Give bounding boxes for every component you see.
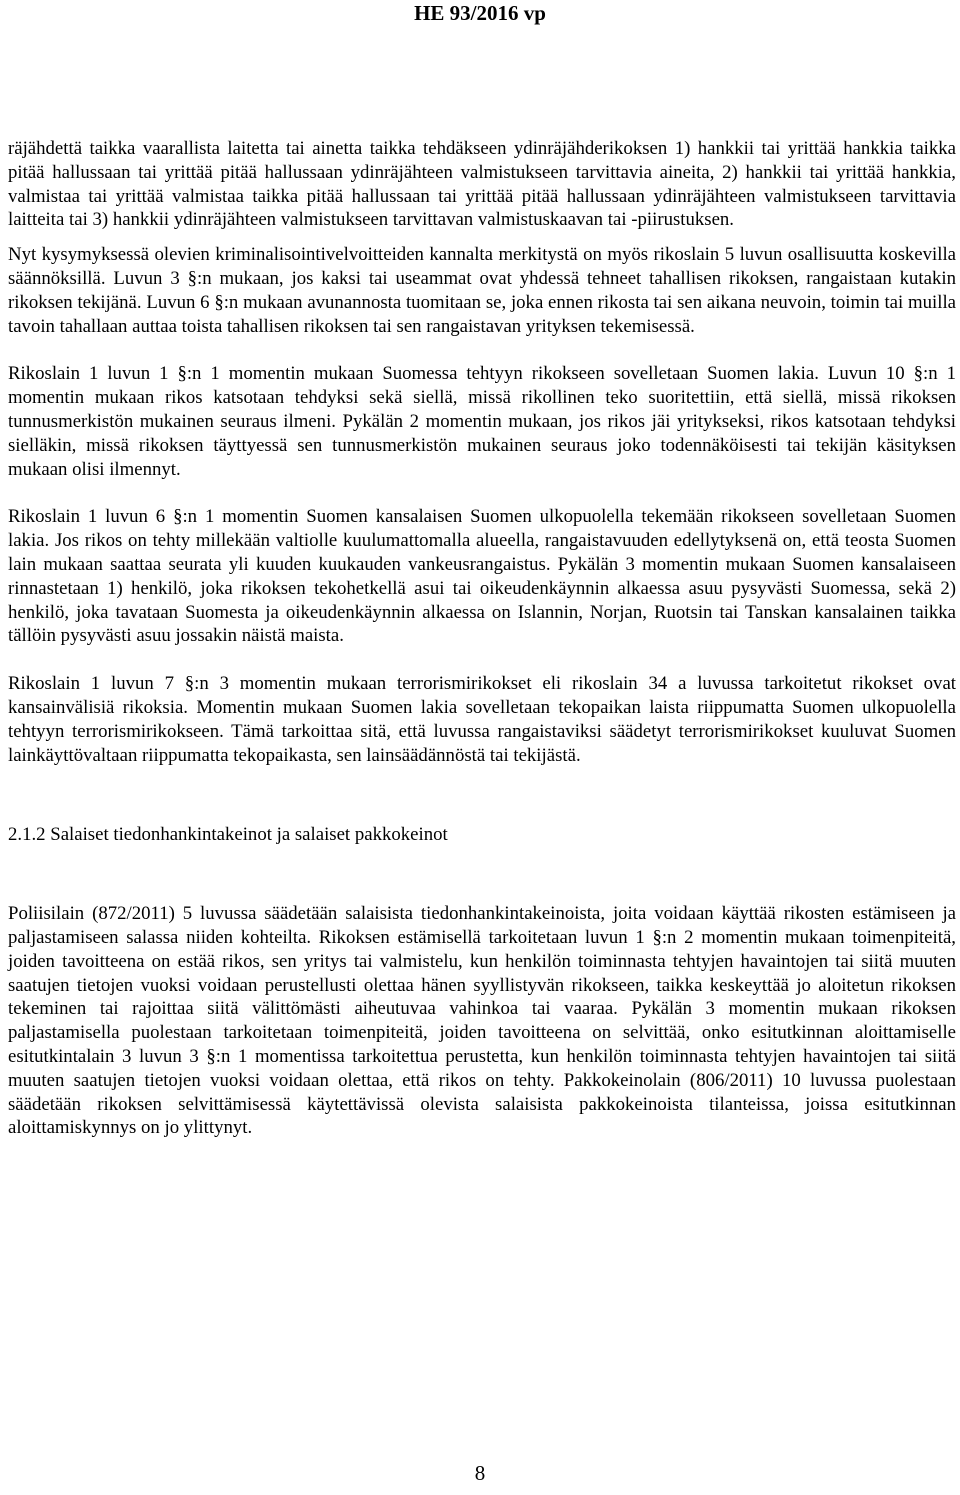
paragraph-nationality-jurisdiction: Rikoslain 1 luvun 6 §:n 1 momentin Suomen kansalaisen Suomen ulkopuolella tekemään rikokseen sovelletaan Suomen lakia. Jos rikos on tehty millekään valtiolle kuulumattomalla alueella, rangaistavuuden edellytyksenä on, että teosta Suomen lain mukaan saattaa seurata yli kuuden kuukauden vankeusrangaistus. Pykälän 3 momentin mukaan Suomen kansalaiseen rinnastetaan 1) henkilö, joka rikoksen tekohetkellä asui tai oikeudenkäynnin alkaessa asuu pysyvästi Suomessa, sekä 2) henkilö, joka tavataan Suomesta ja oikeudenkäynnin alkaessa on Islannin, Norjan, Ruotsin tai Tanskan kansalainen taikka tällöin pysyvästi asuu jossakin näistä maista. xyxy=(8,506,956,647)
page-number: 8 xyxy=(474,1461,486,1485)
paragraph-terrorism-offences: Rikoslain 1 luvun 7 §:n 3 momentin mukaan terrorismirikokset eli rikoslain 34 a luvussa tarkoitetut rikokset ovat kansainvälisiä rikoksia. Momentin mukaan Suomen lakia sovelletaan tekopaikan laista riippumatta Suomen ulkopuolella tehtyyn terrorismirikokseen. Tämä tarkoittaa sitä, että luvussa rangaistaviksi säädetyt terrorismirikokset kuuluvat Suomen lainkäyttövaltaan riippumatta tekopaikasta, sen lainsäädännöstä tai tekijästä. xyxy=(8,673,956,766)
document-header: HE 93/2016 vp xyxy=(414,1,546,25)
paragraph-explosive-offence: räjähdettä taikka vaarallista laitetta tai ainetta taikka tehdäkseen ydinräjähderikoksen 1) hankkii tai yrittää hankkia taikka pitää hallussaan tai yrittää pitää hallussaan ydinräjähteen valmistukseen tarvittavia aineita, 2) hankkii tai yrittää hankkia, valmistaa tai yrittää valmistaa taikka pitää hallussaan tai yrittää pitää hallussaan ydinräjähteen valmistukseen tarvittavia laitteita tai 3) hankkii ydinräjähteen valmistukseen tarvittavan valmistuskaavan tai -piirustuksen. xyxy=(8,138,956,231)
document-body xyxy=(8,137,956,1140)
paragraph-complicity: Nyt kysymyksessä olevien kriminalisointivelvoitteiden kannalta merkitystä on myös rikoslain 5 luvun osallisuutta koskevilla säännöksillä. Luvun 3 §:n mukaan, jos kaksi tai useammat ovat yhdessä tehneet tahallisen rikoksen, rangaistaan kutakin rikoksen tekijänä. Luvun 6 §:n mukaan avunannosta tuomitaan se, joka ennen rikosta tai sen aikana neuvoin, toimin tai muilla tavoin tahallaan auttaa toista tahallisen rikoksen tai sen rangaistavan yrityksen tekemisessä. xyxy=(8,244,956,337)
paragraph-territorial-jurisdiction: Rikoslain 1 luvun 1 §:n 1 momentin mukaan Suomessa tehtyyn rikokseen sovelletaan Suomen lakia. Luvun 10 §:n 1 momentin mukaan rikos katsotaan tehdyksi sekä siellä, missä rikollinen teko suoritettiin, että siellä, missä rikoksen tunnusmerkistön mukainen seuraus ilmeni. Pykälän 2 momentin mukaan, jos rikos jäi yritykseksi, rikos katsotaan tehdyksi sielläkin, missä rikoksen täyttyessä sen tunnusmerkistön mukainen seuraus joko todennäköisesti tai tekijän käsityksen mukaan olisi ilmennyt. xyxy=(8,363,956,480)
section-heading: 2.1.2 Salaiset tiedonhankintakeinot ja salaiset pakkokeinot xyxy=(8,824,448,846)
paragraph-covert-measures: Poliisilain (872/2011) 5 luvussa säädetään salaisista tiedonhankintakeinoista, joita voidaan käyttää rikosten estämiseen ja paljastamiseen salassa niiden kohteilta. Rikoksen estämisellä tarkoitetaan luvun 1 §:n 2 momentin mukaan toimenpiteitä, joiden tavoitteena on estää rikos, sen yritys tai valmistelu, kun henkilön toiminnasta tehtyjen havaintojen tai siitä muuten saatujen tietojen vuoksi voidaan perustellusti olettaa hänen syyllistyvän rikokseen, taikka keskeyttää jo aloitetun rikoksen tekeminen tai rajoittaa siitä välittömästi aiheutuvaa vahinkoa tai vaaraa. Pykälän 3 momentin mukaan rikoksen paljastamisella puolestaan tarkoitetaan toimenpiteitä, joiden tavoitteena on selvittää, onko esitutkinnan aloittamiselle esitutkintalain 3 luvun 3 §:n 1 momentissa tarkoitettua perustetta, kun henkilön toiminnasta tehtyjen havaintojen tai siitä muuten saatujen tietojen vuoksi voidaan olettaa, että rikos on tehty. Pakkokeinolain (806/2011) 10 luvussa puolestaan säädetään rikoksen selvittämisessä käytettävissä olevista salaisista pakkokeinoista tilanteissa, joissa esitutkinnan aloittamiskynnys on jo ylittynyt. xyxy=(8,903,956,1139)
